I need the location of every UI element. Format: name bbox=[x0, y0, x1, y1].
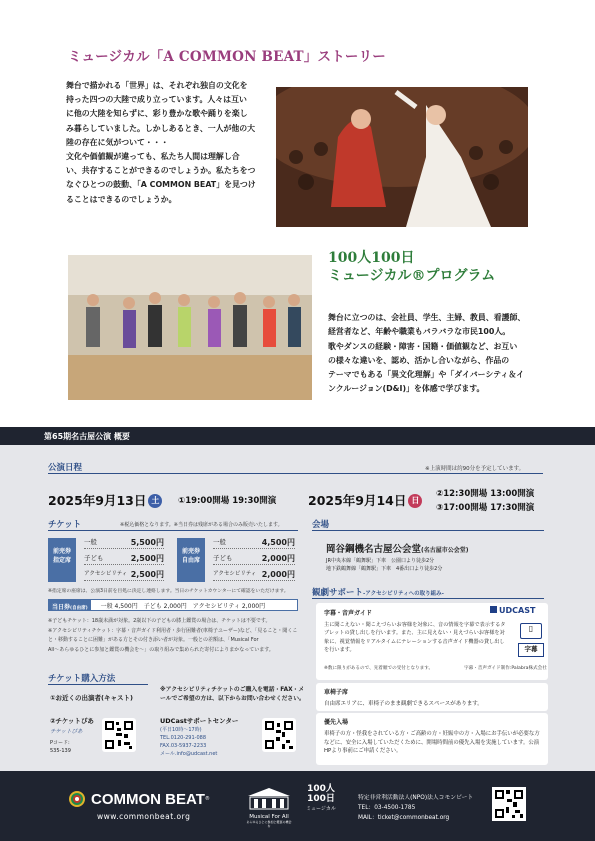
footer bbox=[0, 771, 595, 841]
registered-mark: ® bbox=[204, 796, 210, 802]
caption-title: 字幕・音声ガイド bbox=[324, 610, 372, 617]
schedule-label-text: 公演日程 bbox=[48, 463, 83, 473]
wheelchair-text: 自由席エリアに、車椅子のまま観劇できるスペースがあります。 bbox=[324, 701, 483, 707]
pia-logo: チケットぴあ bbox=[50, 729, 83, 735]
caption-credit: 字幕・音声ガイド制作:Palabra株式会社 bbox=[464, 666, 547, 671]
free-badge-line1: 前売券 bbox=[181, 548, 200, 555]
udcast-logo bbox=[490, 606, 535, 615]
date-2-text: 2025年9月14日 bbox=[308, 493, 407, 508]
purchase-label bbox=[48, 672, 148, 685]
price-name: 子ども bbox=[213, 554, 233, 562]
price-row bbox=[84, 569, 164, 581]
price-value: 2,500円 bbox=[130, 570, 164, 579]
program-text bbox=[328, 311, 533, 397]
ticket-note: ※税込価格となります。※当日券は残席がある場合のみ販売いたします。 bbox=[120, 522, 283, 528]
tablet-icon: ▯ bbox=[520, 623, 542, 639]
price-name: 子ども bbox=[84, 554, 104, 562]
caption-text: 主に聞こえない・聞こえづらいお客様を対象に、音の情報を字幕で表示するタブレットの貸し出しを行います。また、主に見えない・見えづらいお客様を対象に、視覚情報をリアルタイムにナレーションする音声ガイド機器の貸し出しを行います。 bbox=[324, 622, 506, 653]
wheelchair-title: 車椅子席 bbox=[324, 689, 349, 696]
caption-note: ※数に限りがあるので、先着順での受付となります。 bbox=[324, 666, 434, 671]
venue-access bbox=[326, 557, 442, 573]
venue-access-jr: JR中央本線「鶴舞駅」下車 公園口より徒歩2分 bbox=[326, 558, 435, 564]
price-value: 2,500円 bbox=[130, 554, 164, 563]
story-line: い、共存することができるのでしょうか。私たちをつ bbox=[66, 166, 256, 176]
reserved-badge-line1: 前売券 bbox=[52, 548, 71, 555]
venue-name bbox=[326, 541, 469, 555]
program-title bbox=[328, 249, 495, 285]
jimaku-badge: 字幕 bbox=[518, 643, 544, 657]
venue-label-text: 会場 bbox=[312, 520, 330, 530]
story-title: ミュージカル「A COMMON BEAT」ストーリー bbox=[68, 49, 387, 65]
org-mail[interactable]: MAIL：ticket@commonbeat.org bbox=[358, 815, 450, 821]
ticket-label-text: チケット bbox=[48, 520, 82, 530]
support-label-text: 観劇サポート bbox=[312, 588, 364, 598]
hh-bottom: ミュージカル bbox=[306, 806, 336, 812]
date-2-time-2: ③17:00開場 17:30開演 bbox=[436, 503, 535, 513]
program-line: テーマでもある「異文化理解」や「ダイバーシティ＆イ bbox=[328, 370, 525, 380]
center-hours: (平日10時〜17時) bbox=[160, 727, 202, 733]
story-line: 文化や価値観が違っても、私たち人間は理解し合 bbox=[66, 152, 240, 162]
purchase-label-text: チケット購入方法 bbox=[48, 674, 116, 684]
building-icon bbox=[246, 786, 292, 810]
price-row bbox=[213, 553, 295, 565]
pcode bbox=[50, 739, 71, 755]
udcast-icon bbox=[490, 606, 497, 613]
free-badge-line2: 自由席 bbox=[181, 557, 200, 564]
date-1 bbox=[48, 491, 162, 509]
org-tel[interactable]: TEL：03-4500-1785 bbox=[358, 805, 416, 811]
date-2 bbox=[308, 491, 422, 509]
price-row bbox=[213, 569, 295, 581]
reserved-seat-badge bbox=[48, 538, 76, 582]
udcast-center-title: UDCastサポートセンター bbox=[160, 717, 239, 725]
story-line: 持った四つの大陸で成り立っています。人々は互い bbox=[66, 95, 247, 105]
story-line: ることはできるのでしょうか。 bbox=[66, 194, 177, 204]
program-title-line: 100人100日 bbox=[328, 250, 415, 266]
mfa-sub: あらゆるひとに参加と鑑賞の機会を bbox=[246, 820, 292, 828]
support-label-sub: -アクセシビリティへの取り組み- bbox=[363, 591, 444, 597]
price-value: 5,500円 bbox=[130, 538, 164, 547]
sunday-badge: 日 bbox=[408, 494, 422, 508]
sameday-sub: (自由席) bbox=[70, 606, 88, 611]
sameday-prices: 一般 4,500円 子ども 2,000円 アクセシビリティ 2,000円 bbox=[100, 602, 266, 610]
price-name: 一般 bbox=[213, 538, 226, 546]
footer-qr-code[interactable] bbox=[492, 787, 526, 821]
hh-top: 100人 bbox=[307, 784, 335, 794]
rehearsal-dance-photo bbox=[68, 255, 312, 400]
hh-mid: 100日 bbox=[307, 794, 335, 804]
price-value: 2,000円 bbox=[261, 570, 295, 579]
venue-name-text: 岡谷鋼機名古屋公会堂 bbox=[326, 544, 422, 555]
pia-qr-code[interactable] bbox=[102, 718, 136, 752]
price-name: アクセシビリティ bbox=[84, 571, 128, 577]
ticket-notes bbox=[48, 617, 298, 655]
priority-title: 優先入場 bbox=[324, 719, 349, 726]
price-name: 一般 bbox=[84, 538, 97, 546]
story-line: なぐひとつの鼓動、「A COMMON BEAT」を見つけ bbox=[66, 180, 256, 190]
program-line: 舞台に立つのは、会社員、学生、主婦、教員、看護師、 bbox=[328, 313, 526, 322]
story-line: に他の大陸を知らずに、彩り豊かな歌や踊りを楽し bbox=[66, 109, 248, 119]
center-mail[interactable]: メール.info@udcast.net bbox=[160, 751, 218, 757]
pcode-value: 535-139 bbox=[50, 748, 71, 754]
venue-name-sub: (名古屋市公会堂) bbox=[421, 547, 469, 554]
story-text bbox=[66, 79, 266, 207]
price-name: アクセシビリティ bbox=[213, 571, 257, 577]
price-row bbox=[84, 553, 164, 565]
org-contact bbox=[358, 793, 473, 823]
mfa-text: Musical For All bbox=[249, 814, 289, 820]
udcast-qr-code[interactable] bbox=[262, 718, 296, 752]
program-line: 経営者など、年齢や職業もバラバラな市民100人。 bbox=[328, 327, 511, 337]
program-line: の様々な違いを、認め、活かし合いながら、作品の bbox=[328, 355, 510, 365]
center-tel[interactable]: TEL.0120-291-088 bbox=[160, 735, 207, 741]
purchase-item-2: ②チケットぴあ bbox=[50, 717, 94, 725]
saturday-badge: 土 bbox=[148, 494, 162, 508]
free-seat-badge bbox=[177, 538, 205, 582]
date-1-text: 2025年9月13日 bbox=[48, 493, 147, 508]
reserved-badge-line2: 指定席 bbox=[52, 557, 71, 564]
access-note-2: All〜あらゆるひとに参加と鑑賞の機会を〜」の取り組みで集められた寄付によりまかなっています。 bbox=[48, 646, 274, 653]
sameday-label-text: 当日券 bbox=[52, 604, 71, 611]
org-name: 特定非営利活動法人(NPO)法人コモンビート bbox=[358, 795, 474, 801]
sameday-ticket-row bbox=[48, 599, 298, 611]
seat-note: ※指定席の座席は、公演3日前を目処に決定し連絡します。当日のチケットカウンターにて確認をいただけます。 bbox=[48, 589, 289, 594]
date-2-time-1: ②12:30開場 13:00開演 bbox=[436, 489, 535, 499]
venue-label bbox=[312, 518, 544, 531]
schedule-note: ※上演時間は約90分を予定しています。 bbox=[425, 466, 525, 472]
price-row bbox=[213, 537, 295, 549]
story-line: 陸の存在に気がついて・・・ bbox=[66, 137, 169, 147]
sameday-label bbox=[49, 600, 91, 610]
website-url[interactable]: www.commonbeat.org bbox=[97, 812, 191, 821]
venue-access-subway: 地下鉄鶴舞線「鶴舞駅」下車 4番出口より徒歩2分 bbox=[326, 566, 443, 572]
commonbeat-logo bbox=[68, 790, 210, 808]
commonbeat-logo-text: COMMON BEAT bbox=[91, 790, 205, 808]
pia-qr-box bbox=[102, 718, 136, 752]
price-row bbox=[84, 537, 164, 549]
pcode-label: Pコード: bbox=[50, 740, 70, 746]
child-note: ※子どもチケット：18歳未満が対象。2歳以下の子どもの膝上鑑賞の場合は、チケットは不要です。 bbox=[48, 618, 271, 624]
musical-for-all-logo bbox=[246, 786, 292, 828]
footer-qr-box bbox=[492, 787, 526, 821]
access-note-1: ※アクセシビリティチケット：字幕・音声ガイド利用者・歩行困難者(車椅子ユーザー)など、「見ること・聞くこと・移動することに困難」がある方とその付き添い者が対象。一般との差額は、「Musical For bbox=[48, 627, 298, 643]
100-100-logo bbox=[304, 784, 338, 814]
overview-title-bar: 第65期名古屋公演 概要 bbox=[0, 427, 595, 445]
stage-performance-photo bbox=[276, 87, 528, 227]
purchase-access-note: ※アクセシビリティチケットのご購入を電話・FAX・メールでご希望の方は、以下からお問い合わせください。 bbox=[160, 687, 305, 702]
commonbeat-mark-icon bbox=[68, 790, 86, 808]
program-line: ンクルージョン(D&I)」を体感で学びます。 bbox=[328, 384, 485, 394]
price-value: 4,500円 bbox=[261, 538, 295, 547]
program-line: 歌やダンスの経験・障害・国籍・価値観など、お互い bbox=[328, 341, 518, 351]
story-line: み暮らしていました。しかしあるとき、一人が他の大 bbox=[66, 123, 256, 133]
center-fax[interactable]: FAX.03-5937-2233 bbox=[160, 743, 207, 749]
story-line: 舞台で描かれる「世界」は、それぞれ独自の文化を bbox=[66, 81, 248, 90]
date-1-time: ①19:00開場 19:30開演 bbox=[178, 496, 277, 506]
support-label bbox=[312, 586, 544, 599]
price-value: 2,000円 bbox=[261, 554, 295, 563]
purchase-item-1: ①お近くの出演者(キャスト) bbox=[50, 694, 133, 702]
priority-text: 車椅子の方・怪我をされている方・ご高齢の方・妊娠中の方・入場にお手伝いが必要な方などに、安全に入場していただくために、開場時間前の優先入場を実施しています。公演HPより事前にご申請ください。 bbox=[324, 731, 540, 755]
udcast-logo-text: UDCAST bbox=[499, 606, 536, 615]
udcast-qr-box bbox=[262, 718, 296, 752]
program-title-line: ミュージカル®プログラム bbox=[328, 268, 496, 284]
udcast-contact bbox=[160, 726, 217, 758]
